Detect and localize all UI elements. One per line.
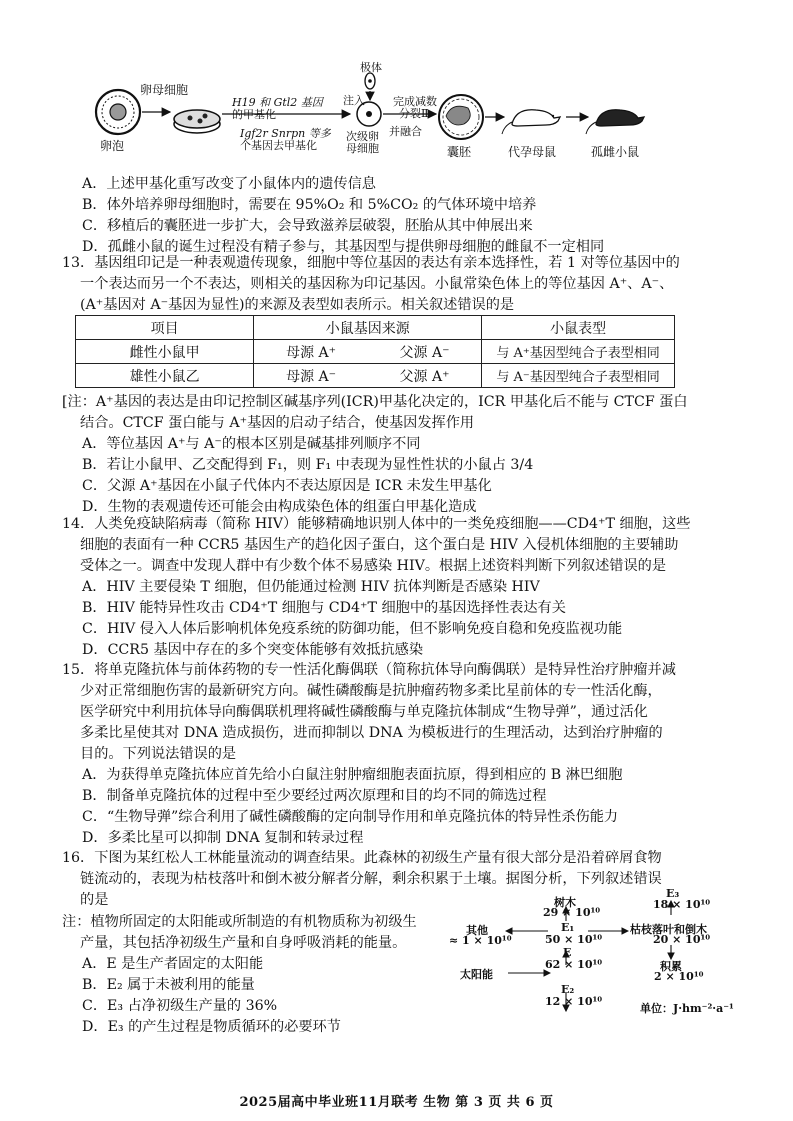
q14-stem-line-1: 14．人类免疫缺陷病毒（简称 HIV）能够精确地识别人体中的一类免疫细胞——CD4⁺T 细胞，这些 [62,516,691,532]
e2-label: E₂ [561,983,575,996]
q16-option-a: A．E 是生产者固定的太阳能 [82,956,264,972]
q14-stem-line-3: 受体之一。调查中发现人群中有少数个体不易感染 HIV。根据上述资料判断下列叙述错误的是 [80,558,667,574]
q13-stem-line-3: (A⁺基因对 A⁻基因为显性)的来源及表型如表所示。相关叙述错误的是 [80,297,515,313]
q12-option-d: D．孤雌小鼠的诞生过程没有精子参与，其基因型与提供卵母细胞的雌鼠不一定相同 [82,239,605,255]
table-header: 小鼠基因来源 [254,316,482,340]
q16-stem-line-1: 16．下图为某红松人工林能量流动的调查结果。此森林的初级生产量有很大部分是沿着碎屑食物 [62,850,662,866]
litter-label: 枯枝落叶和倒木 [630,923,707,936]
q15-option-b: B．制备单克隆抗体的过程中至少要经过两次原理和目的均不同的筛选过程 [82,788,547,804]
q13-stem-line-1: 13．基因组印记是一种表观遗传现象，细胞中等位基因的表达有亲本选择性，若 1 对等位基因中的 [62,255,680,271]
blastocyst-label: 囊胚 [447,145,472,159]
q13-option-c: C．父源 A⁺基因在小鼠子代体内不表达原因是 ICR 未发生甲基化 [82,478,492,494]
table-row [76,340,675,364]
accumulation-value: 2 × 10¹⁰ [654,970,704,983]
q15-option-d: D．多柔比星可以抑制 DNA 复制和转录过程 [82,830,364,846]
q16-option-c: C．E₃ 占净初级生产量的 36% [82,998,278,1014]
petri-dish-icon [174,110,220,133]
gene-source-table [75,315,675,388]
secondary-oocyte-label-2: 母细胞 [346,142,379,155]
e-value: 62 × 10¹⁰ [545,958,603,971]
q15-option-a: A．为获得单克隆抗体应首先给小白鼠注射肿瘤细胞表面抗原，得到相应的 B 淋巴细胞 [82,767,623,783]
table-cell: 雌性小鼠甲 [76,340,254,364]
polar-body-label: 极体 [360,61,382,74]
table-cell: 父源 A⁻ [368,340,482,364]
q16-note-line-1: 注：植物所固定的太阳能或所制造的有机物质称为初级生 [62,914,417,930]
e3-value: 18 × 10¹⁰ [653,898,711,911]
blastocyst-icon [439,95,483,139]
demethylation-label-2: 个基因去甲基化 [240,139,317,152]
q15-stem-line-5: 目的。下列说法错误的是 [80,746,237,762]
meiosis-label-2: 分裂Ⅱ [399,107,429,120]
table-header: 小鼠表型 [482,316,675,340]
other-label: 其他 [466,924,488,937]
q16-note-line-2: 产量，其包括净初级生产量和自身呼吸消耗的能量。 [80,935,407,951]
q12-option-b: B．体外培养卵母细胞时，需要在 95%O₂ 和 5%CO₂ 的气体环境中培养 [82,197,537,213]
oocyte-label: 卵母细胞 [140,83,189,97]
methylation-label-1: H19 和 Gtl2 基因 [232,96,323,109]
table-header-row [76,316,675,340]
q13-option-a: A．等位基因 A⁺与 A⁻的根本区别是碱基排列顺序不同 [82,436,421,452]
e2-value: 12 × 10¹⁰ [545,995,603,1008]
follicle-icon [96,90,140,134]
q15-stem-line-4: 多柔比星使其对 DNA 造成损伤，进而抑制以 DNA 为模板进行的生理活动，达到治疗肿瘤的 [80,725,663,741]
q16-option-b: B．E₂ 属于未被利用的能量 [82,977,255,993]
follicle-label: 卵泡 [100,139,125,153]
surrogate-mouse-icon [502,110,560,134]
wood-value: 29 × 10¹⁰ [543,906,601,919]
q14-option-b: B．HIV 能特异性攻击 CD4⁺T 细胞与 CD4⁺T 细胞中的基因选择性表达有关 [82,600,566,616]
accumulation-label: 积累 [660,960,682,973]
q16-stem-line-2: 链流动的，表现为枯枝落叶和倒木被分解者分解，剩余积累于土壤。据图分析，下列叙述错误 [80,871,662,887]
orphan-mouse-label: 孤雌小鼠 [591,145,640,159]
q12-option-a: A．上述甲基化重写改变了小鼠体内的遗传信息 [82,176,376,192]
litter-value: 20 × 10¹⁰ [653,933,711,946]
e1-label: E₁ [561,921,575,934]
q14-stem-line-2: 细胞的表面有一种 CCR5 基因生产的趋化因子蛋白，这个蛋白是 HIV 入侵机体细胞的主要辅助 [80,537,679,553]
table-cell: 与 A⁺基因型纯合子表型相同 [482,340,675,364]
q16-stem-line-3: 的是 [80,892,109,908]
e1-value: 50 × 10¹⁰ [545,933,603,946]
q13-option-d: D．生物的表观遗传还可能会由构成染色体的组蛋白甲基化造成 [82,499,477,515]
methylation-label-2: 的甲基化 [232,108,276,121]
q13-stem-line-2: 一个表达而另一个不表达，则相关的基因称为印记基因。小鼠常染色体上的等位基因 A⁺、A⁻、 [80,276,674,292]
q13-note-line-1: [注：A⁺基因的表达是由印记控制区碱基序列(ICR)甲基化决定的，ICR 甲基化后不能与 CTCF 蛋白 [62,394,688,410]
q14-option-d: D．CCR5 基因中存在的多个突变体能够有效抵抗感染 [82,642,424,658]
polar-body-icon [365,73,375,89]
orphan-mouse-icon [586,110,644,134]
inject-label: 注入 [343,94,365,107]
table-cell: 母源 A⁺ [254,340,368,364]
q15-stem-line-3: 医学研究中利用抗体导向酶偶联机理将碱性磷酸酶与单克隆抗体制成“生物导弹”，通过活化 [80,704,648,720]
unit-label: 单位：J·hm⁻²·a⁻¹ [640,1002,734,1015]
q15-option-c: C．“生物导弹”综合利用了碱性磷酸酶的定向制导作用和单克隆抗体的特异性杀伤能力 [82,809,619,825]
q15-stem-line-2: 少对正常细胞伤害的最新研究方向。碱性磷酸酶是抗肿瘤药物多柔比星前体的专一性活化酶， [80,683,662,699]
sun-label: 太阳能 [460,968,493,981]
page-footer: 2025届高中毕业班11月联考 生物 第 3 页 共 6 页 [239,1095,554,1110]
q13-note-line-2: 结合。CTCF 蛋白能与 A⁺基因的启动子结合，使基因发挥作用 [80,415,475,431]
meiosis-label-1: 完成减数 [393,95,437,108]
wood-label: 树木 [554,896,576,909]
table-cell: 母源 A⁻ [254,364,368,388]
table-row [76,364,675,388]
table-header: 项目 [76,316,254,340]
table-cell: 雄性小鼠乙 [76,364,254,388]
q14-option-c: C．HIV 侵入人体后影响机体免疫系统的防御功能，但不影响免疫自稳和免疫监视功能 [82,621,623,637]
q12-option-c: C．移植后的囊胚进一步扩大，会导致滋养层破裂，胚胎从其中伸展出来 [82,218,533,234]
demethylation-label-1: Igf2r Snrpn 等多 [240,127,331,140]
e-label: E [563,946,572,959]
q15-stem-line-1: 15．将单克隆抗体与前体药物的专一性活化酶偶联（简称抗体导向酶偶联）是特异性治疗肿瘤并减 [62,662,676,678]
q13-option-b: B．若让小鼠甲、乙交配得到 F₁，则 F₁ 中表现为显性性状的小鼠占 3/4 [82,457,534,473]
other-value: ≈ 1 × 10¹⁰ [449,934,512,947]
fuse-label: 并融合 [389,125,422,138]
secondary-oocyte-label-1: 次级卵 [346,130,379,143]
q16-option-d: D．E₃ 的产生过程是物质循环的必要环节 [82,1019,341,1035]
surrogate-label: 代孕母鼠 [508,145,557,159]
table-cell: 与 A⁻基因型纯合子表型相同 [482,364,675,388]
e3-label: E₃ [666,887,680,900]
table-cell: 父源 A⁺ [368,364,482,388]
q14-option-a: A．HIV 主要侵染 T 细胞，但仍能通过检测 HIV 抗体判断是否感染 HIV [82,579,540,595]
